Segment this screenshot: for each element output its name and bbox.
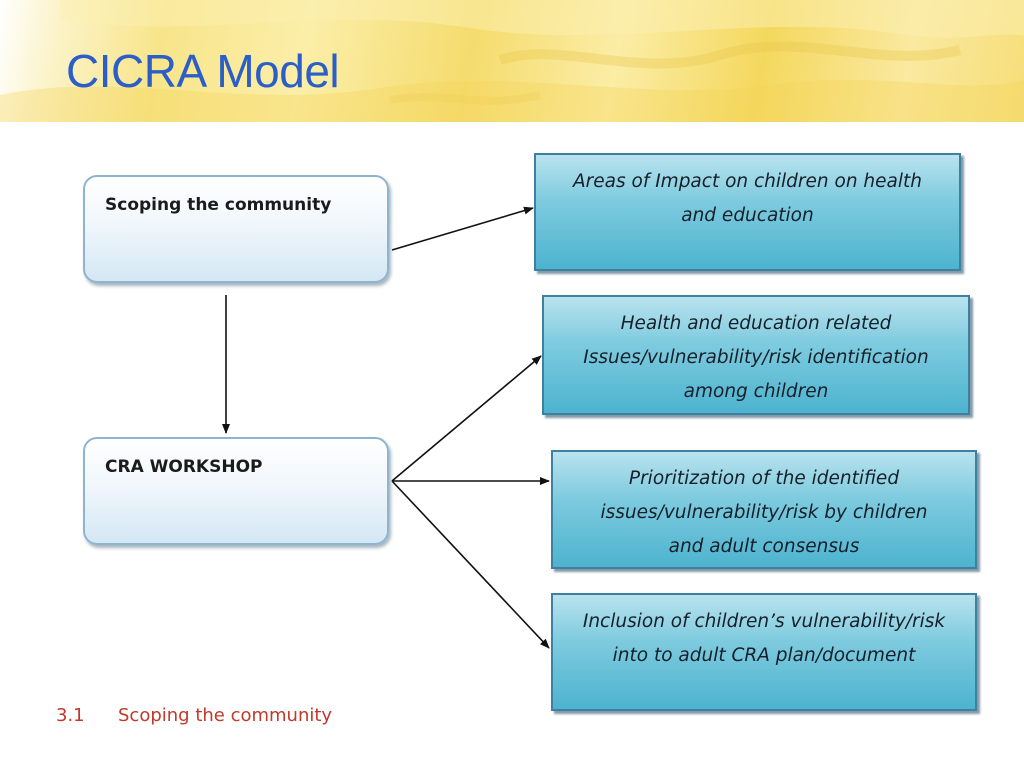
figure-caption bbox=[56, 705, 332, 726]
areas-of-impact-box bbox=[534, 153, 961, 271]
inclusion-line: into to adult CRA plan/document bbox=[612, 645, 916, 666]
figure-number: 3.1 bbox=[56, 705, 85, 726]
inclusion-text bbox=[583, 595, 945, 673]
prioritization-box bbox=[551, 450, 977, 569]
figure-caption-text: Scoping the community bbox=[118, 705, 333, 726]
slide-title: CICRA Model bbox=[66, 45, 340, 97]
arrow-workshop-to-health bbox=[392, 356, 541, 481]
scoping-community-box bbox=[83, 175, 389, 283]
health-education-issues-line: Issues/vulnerability/risk identification bbox=[583, 347, 929, 368]
prioritization-line: Prioritization of the identified bbox=[628, 468, 900, 489]
scoping-community-label: Scoping the community bbox=[105, 195, 332, 215]
cra-workshop-label: CRA WORKSHOP bbox=[105, 457, 263, 477]
areas-of-impact-line: and education bbox=[681, 205, 814, 226]
health-education-issues-box bbox=[542, 295, 970, 415]
prioritization-text bbox=[600, 452, 927, 564]
prioritization-line: issues/vulnerability/risk by children bbox=[600, 502, 928, 523]
health-education-issues-line: Health and education related bbox=[620, 313, 892, 334]
health-education-issues-line: among children bbox=[683, 381, 829, 402]
prioritization-line: and adult consensus bbox=[668, 536, 860, 557]
health-education-issues-text bbox=[583, 297, 928, 409]
cra-workshop-box bbox=[83, 437, 389, 545]
arrow-workshop-to-inclusion bbox=[392, 481, 549, 648]
areas-of-impact-line: Areas of Impact on children on health bbox=[573, 171, 922, 192]
areas-of-impact-text bbox=[573, 155, 922, 233]
arrow-scoping-to-areas bbox=[392, 208, 533, 250]
inclusion-box bbox=[551, 593, 977, 711]
inclusion-line: Inclusion of children’s vulnerability/risk bbox=[582, 611, 946, 632]
